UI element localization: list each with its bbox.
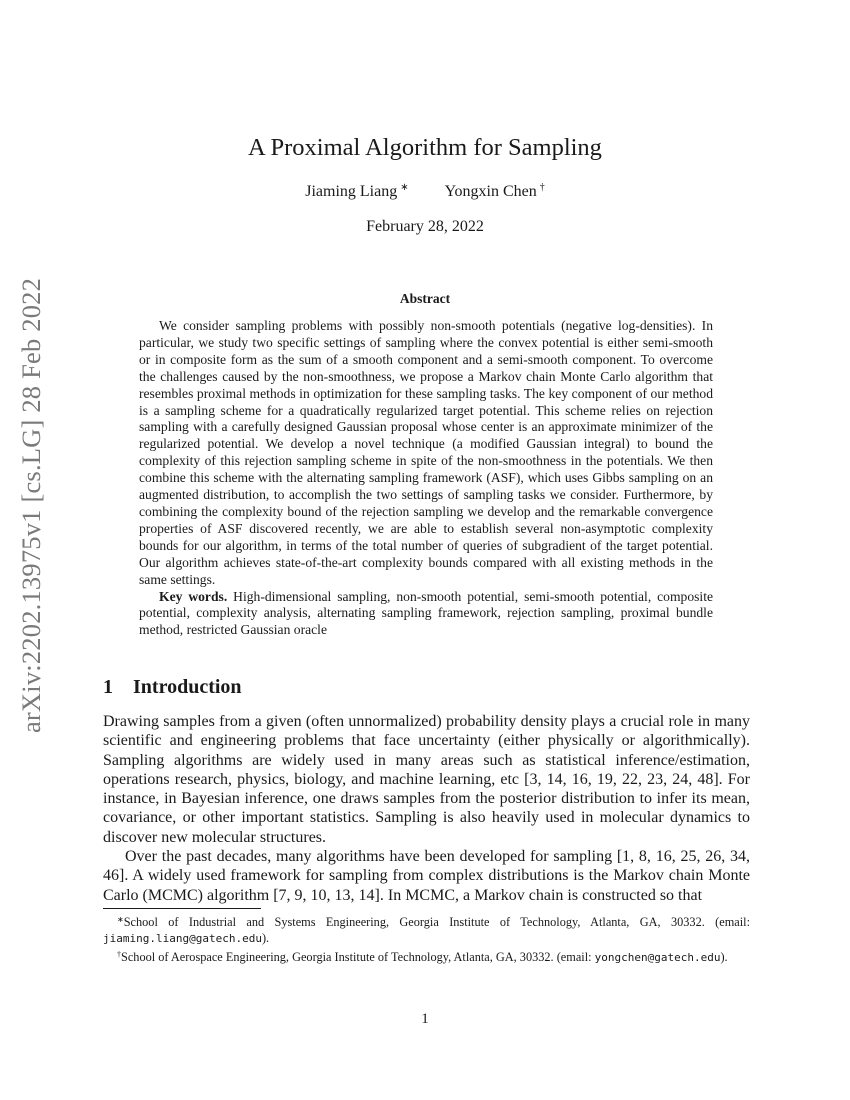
footnote-text: School of Aerospace Engineering, Georgia Institute of Technology, Atlanta, GA, 30332. (email:: [121, 949, 595, 964]
footnote-mark: ∗: [117, 915, 124, 924]
author-name: Jiaming Liang: [305, 183, 398, 200]
footnote-1: [103, 912, 750, 947]
footnotes: [103, 912, 750, 965]
author-2: [445, 182, 545, 201]
footnote-rule: [103, 908, 261, 909]
author-footnote-mark: ∗: [400, 182, 409, 193]
body-paragraph: Over the past decades, many algorithms have been developed for sampling [1, 8, 16, 25, 26, 34, 46]. A widely used framework for sampling from complex distributions is the Markov chain Monte Carlo (MCMC) algorithm [7, 9, 10, 13, 14]. In MCMC, a Markov chain is constructed so that: [103, 848, 750, 904]
section-number: 1: [103, 676, 113, 698]
abstract-heading: Abstract: [399, 291, 451, 306]
keywords-paragraph: [139, 589, 713, 640]
section-body: [103, 712, 750, 905]
author-name: Yongxin Chen: [444, 183, 537, 200]
paper-date: February 28, 2022: [366, 218, 484, 235]
footnote-mark: †: [117, 949, 121, 959]
footnote-tail: ).: [261, 930, 270, 945]
abstract-paragraph: We consider sampling problems with possibly non-smooth potentials (negative log-densities). In particular, we study two specific settings of sampling where the convex potential is either semi-smooth or in composite form as the sum of a smooth component and a semi-smooth component. To overcome the challenges caused by the non-smoothness, we propose a Markov chain Monte Carlo algorithm that resembles proximal methods in optimization for these sampling tasks. The key component of our method is a sampling scheme for a quadratically regularized target potential. This scheme relies on rejection sampling with a carefully designed Gaussian proposal whose center is an approximate minimizer of the regularized potential. We develop a novel technique (a modified Gaussian integral) to bound the complexity of this rejection sampling scheme in spite of the non-smoothness in the potentials. We then combine this scheme with the alternating sampling framework (ASF), which uses Gibbs sampling on an augmented distribution, to accomplish the two settings of sampling tasks we consider. Furthermore, by combining the complexity bound of the rejection sampling we develop and the remarkable convergence properties of ASF discovered recently, we are able to establish several non-asymptotic complexity bounds for our algorithm, in terms of the total number of queries of subgradient of the target potential. Our algorithm achieves state-of-the-art complexity bounds compared with all existing methods in the same settings.: [139, 318, 713, 587]
page-number: 1: [421, 1011, 429, 1027]
paper-title: A Proximal Algorithm for Sampling: [248, 134, 602, 161]
section-title: Introduction: [133, 676, 242, 698]
keywords-label: Key words.: [159, 588, 228, 604]
section-heading: [103, 676, 242, 699]
arxiv-id-text: arXiv:2202.13975v1 [cs.LG] 28 Feb 2022: [16, 277, 47, 733]
author-footnote-mark: †: [539, 182, 545, 193]
body-paragraph: Drawing samples from a given (often unnormalized) probability density plays a crucial role in many scientific and engineering problems that face uncertainty (either physically or algorithmically). Sampling algorithms are widely used in many areas such as statistical inference/estimation, operations research, physics, biology, and machine learning, etc [3, 14, 16, 19, 22, 23, 24, 48]. For instance, in Bayesian inference, one draws samples from the posterior distribution to infer its mean, covariance, or other important statistics. Sampling is also heavily used in molecular dynamics to discover new molecular structures.: [103, 713, 750, 846]
arxiv-identifier-stamp: [12, 265, 52, 745]
footnote-text: School of Industrial and Systems Engineering, Georgia Institute of Technology, Atlanta, GA, 30332. (email:: [123, 915, 750, 929]
author-1: [305, 182, 408, 201]
footnote-tail: ).: [720, 949, 728, 964]
footnote-2: [103, 947, 750, 966]
author-list: [0, 182, 850, 201]
footnote-email[interactable]: yongchen@gatech.edu: [594, 950, 721, 964]
abstract-body: [139, 318, 713, 639]
keywords-text: High-dimensional sampling, non-smooth potential, semi-smooth potential, composite potential, complexity analysis, alternating sampling framework, rejection sampling, proximal bundle method, restricted Gaussian oracle: [139, 588, 713, 638]
footnote-email[interactable]: jiaming.liang@gatech.edu: [103, 931, 262, 945]
